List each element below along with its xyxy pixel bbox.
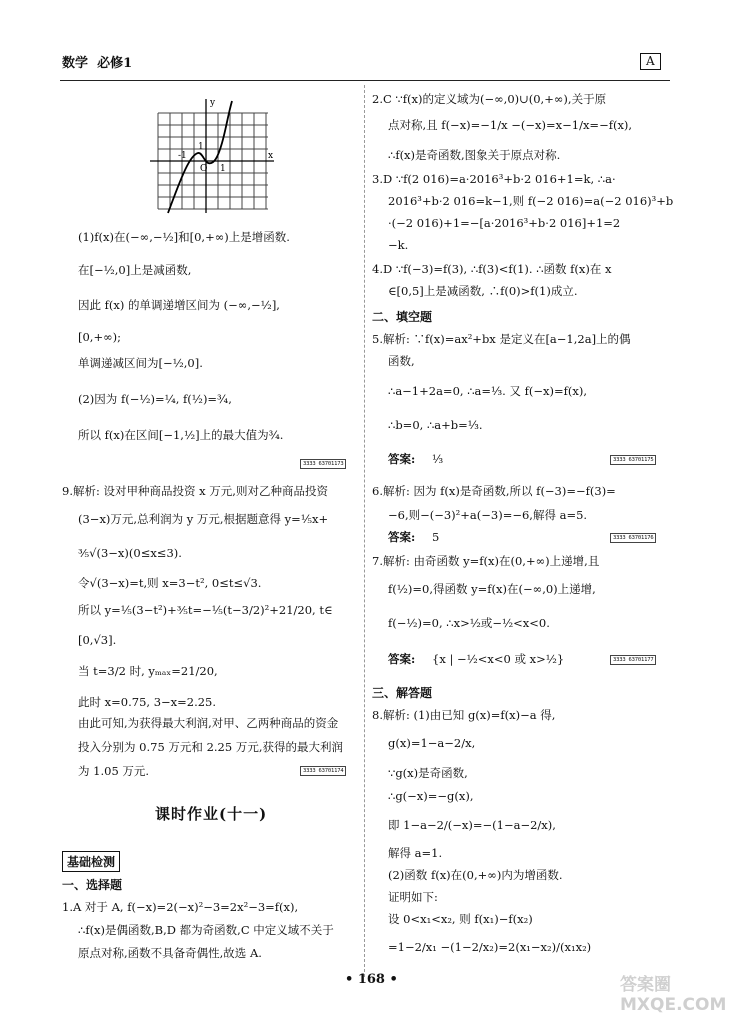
text-line: 3.D ∵f(2 016)=a·2016³+b·2 016+1=k, ∴a· — [372, 172, 616, 186]
text-line: ∴f(x)是奇函数,图象关于原点对称. — [388, 148, 561, 162]
text-line: 5.解析: ∵f(x)=ax²+bx 是定义在[a−1,2a]上的偶 — [372, 332, 631, 346]
origin-label: O — [200, 164, 208, 174]
text-line: 8.解析: (1)由已知 g(x)=f(x)−a 得, — [372, 708, 556, 722]
text-line: ∴b=0, ∴a+b=⅓. — [388, 418, 483, 432]
section-heading: 二、填空题 — [372, 310, 433, 324]
section-heading: 三、解答题 — [372, 686, 433, 700]
text-line: ·(−2 016)+1=−[a·2016³+b·2 016]+1=2 — [388, 216, 621, 230]
text-line: [0,√3]. — [78, 633, 117, 647]
text-line: 点对称,且 f(−x)=−1/x −(−x)=x−1/x=−f(x), — [388, 118, 633, 132]
x-label: x — [268, 151, 274, 161]
tick-one: 1 — [220, 164, 226, 174]
answer-label: 答案: — [388, 452, 416, 466]
text-line: 即 1−a−2/(−x)=−(1−a−2/x), — [388, 818, 556, 832]
text-line: 由此可知,为获得最大利润,对甲、乙两种商品的资金 — [78, 716, 339, 730]
text-line: ∴g(−x)=−g(x), — [388, 789, 474, 803]
edition-badge: A — [640, 53, 661, 70]
text-line: 7.解析: 由奇函数 y=f(x)在(0,+∞)上递增,且 — [372, 554, 600, 568]
text-line: =1−2/x₁ −(1−2/x₂)=2(x₁−x₂)/(x₁x₂) — [388, 940, 592, 954]
y-label: y — [210, 98, 216, 108]
code-tag: 3333 63701177 — [610, 655, 656, 665]
text-line: ∈[0,5]上是减函数, ∴f(0)>f(1)成立. — [388, 284, 578, 298]
text-line: g(x)=1−a−2/x, — [388, 736, 476, 750]
text-line: (2)因为 f(−½)=¼, f(½)=¾, — [78, 392, 232, 406]
text-line: 此时 x=0.75, 3−x=2.25. — [78, 695, 217, 709]
answer-value: 5 — [432, 530, 440, 544]
text-line: 原点对称,函数不具备奇偶性,故选 A. — [78, 946, 262, 960]
text-line: 投入分别为 0.75 万元和 2.25 万元,获得的最大利润 — [78, 740, 343, 754]
text-line: 所以 y=⅕(3−t²)+⅗t=−⅕(t−3/2)²+21/20, t∈ — [78, 603, 333, 617]
text-line: (2)函数 f(x)在(0,+∞)内为增函数. — [388, 868, 563, 882]
code-tag: 3333 63701175 — [610, 455, 656, 465]
text-line: 设 0<x₁<x₂, 则 f(x₁)−f(x₂) — [388, 912, 533, 926]
text-line: 令√(3−x)=t,则 x=3−t², 0≤t≤√3. — [78, 576, 262, 590]
text-line: 2.C ∵f(x)的定义域为(−∞,0)∪(0,+∞),关于原 — [372, 92, 607, 106]
header-rule — [60, 80, 670, 81]
section-box: 基础检测 — [62, 851, 120, 872]
text-line: 因此 f(x) 的单调递增区间为 (−∞,−½], — [78, 298, 280, 312]
text-line: 4.D ∵f(−3)=f(3), ∴f(3)<f(1). ∴函数 f(x)在 x — [372, 262, 612, 276]
text-line: 9.解析: 设对甲种商品投资 x 万元,则对乙种商品投资 — [62, 484, 328, 498]
code-tag: 3333 63701173 — [300, 459, 346, 469]
header-subject: 数学 必修1 — [62, 56, 133, 71]
answer-value: {x | −½<x<0 或 x>½} — [432, 652, 565, 666]
column-divider — [364, 85, 365, 977]
text-line: ⅗√(3−x)(0≤x≤3). — [78, 546, 182, 560]
section-title: 课时作业(十一) — [155, 805, 268, 823]
text-line: (3−x)万元,总利润为 y 万元,根据题意得 y=⅕x+ — [78, 512, 329, 526]
text-line: 解得 a=1. — [388, 846, 443, 860]
function-graph — [148, 95, 278, 215]
text-line: 所以 f(x)在区间[−1,½]上的最大值为¾. — [78, 428, 284, 442]
text-line: [0,+∞); — [78, 330, 122, 344]
answer-label: 答案: — [388, 530, 416, 544]
answer-label: 答案: — [388, 652, 416, 666]
text-line: 6.解析: 因为 f(x)是奇函数,所以 f(−3)=−f(3)= — [372, 484, 616, 498]
page-number: • 168 • — [345, 972, 398, 987]
text-line: −6,则−(−3)²+a(−3)=−6,解得 a=5. — [388, 508, 588, 522]
text-line: f(−½)=0, ∴x>½或−½<x<0. — [388, 616, 550, 630]
text-line: 1.A 对于 A, f(−x)=2(−x)²−3=2x²−3=f(x), — [62, 900, 299, 914]
tick-y-one: 1 — [198, 142, 204, 152]
text-line: 为 1.05 万元. — [78, 764, 150, 778]
code-tag: 3333 63701174 — [300, 766, 346, 776]
text-line: 当 t=3/2 时, yₘₐₓ=21/20, — [78, 664, 218, 678]
text-line: f(½)=0,得函数 y=f(x)在(−∞,0)上递增, — [388, 582, 596, 596]
text-line: 函数, — [388, 354, 415, 368]
answer-value: ⅓ — [432, 452, 444, 466]
text-line: (1)f(x)在(−∞,−½]和[0,+∞)上是增函数. — [78, 230, 290, 244]
watermark: 答案圈 MXQE.COM — [620, 975, 727, 1015]
text-line: ∵g(x)是奇函数, — [388, 766, 468, 780]
text-line: −k. — [388, 238, 409, 252]
text-line: 证明如下: — [388, 890, 438, 904]
tick-neg-one: -1 — [178, 151, 187, 161]
text-line: 2016³+b·2 016=k−1,则 f(−2 016)=a(−2 016)³+b — [388, 194, 674, 208]
section-heading: 一、选择题 — [62, 878, 123, 892]
code-tag: 3333 63701176 — [610, 533, 656, 543]
text-line: ∴f(x)是偶函数,B,D 都为奇函数,C 中定义域不关于 — [78, 923, 334, 937]
text-line: 单调递减区间为[−½,0]. — [78, 356, 203, 370]
text-line: 在[−½,0]上是减函数, — [78, 263, 192, 277]
text-line: ∴a−1+2a=0, ∴a=⅓. 又 f(−x)=f(x), — [388, 384, 587, 398]
